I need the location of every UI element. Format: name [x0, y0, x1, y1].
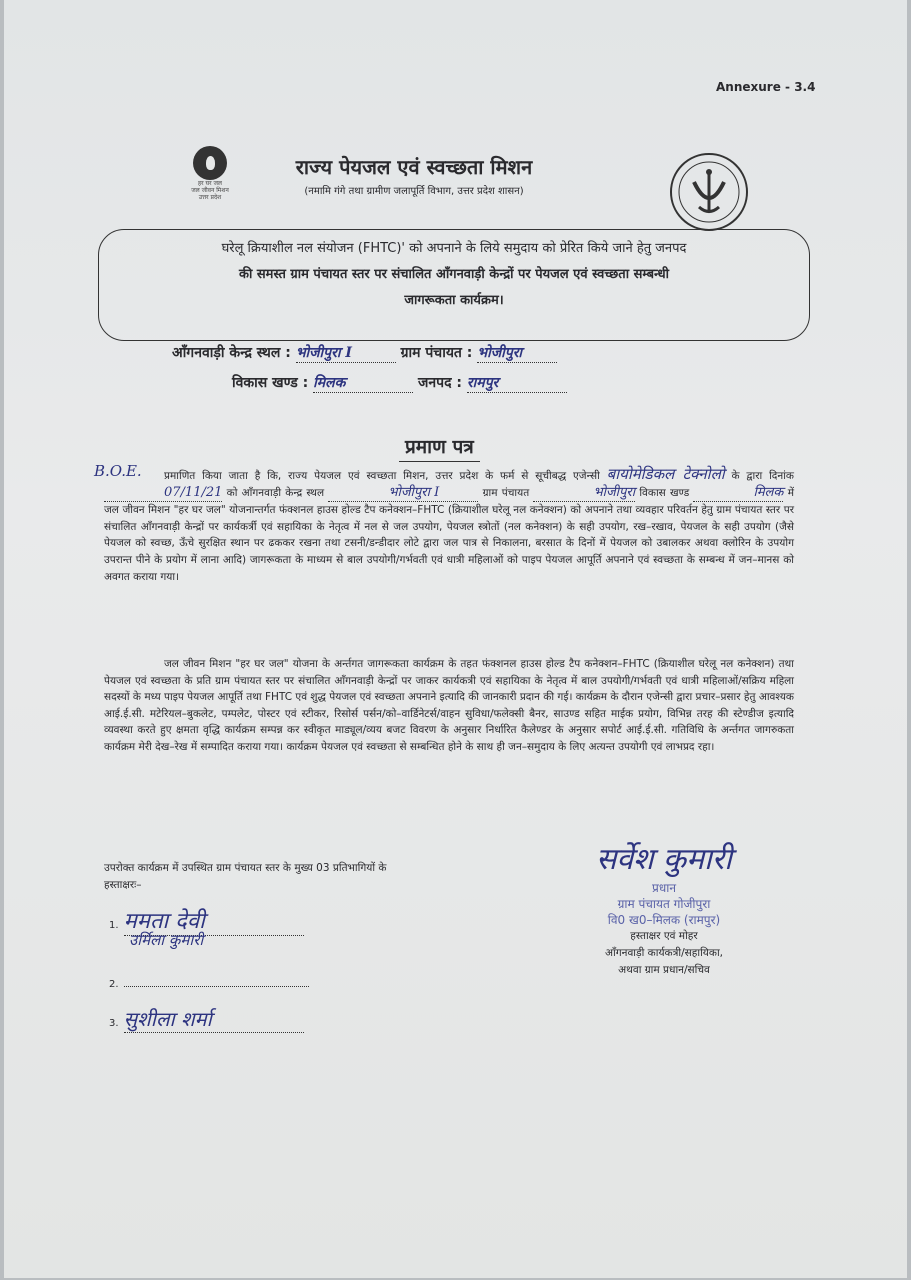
para1-text-d: ग्राम [482, 486, 498, 499]
banner-line-3: जागरूकता कार्यक्रम। [404, 293, 504, 308]
annexure-label: Annexure - 3.4 [716, 80, 816, 94]
panchayat-value: भोजीपुरा [477, 343, 557, 363]
para1-text-g: में जल जीवन मिशन "हर घर जल" योजनान्तर्गत फंक्शनल [104, 486, 794, 517]
up-government-emblem-icon [669, 152, 749, 232]
para1-text-a: प्रमाणित किया जाता है कि, राज्य पेयजल एवं स्वच्छता मिशन, उत्तर प्रदेश के फर्म से सूचीबद्ध एजेन्सी [164, 470, 600, 482]
participants-sign-label: हस्ताक्षरः– [104, 879, 142, 891]
seal-line-1: प्रधान [652, 881, 676, 895]
participants-intro-text: उपरोक्त कार्यक्रम में उपस्थित ग्राम पंचायत स्तर के मुख्य 03 प्रतिभागियों के [104, 862, 387, 874]
centre-value: भोजीपुरा I [296, 343, 396, 363]
water-tap-icon [193, 146, 227, 180]
para1-text-rest: हाउस होल्ड टैप कनेक्शन–FHTC (क्रियाशील घरेलू नल कनेक्शन) को अपनाने तथा व्यवहार परिवर्तन हेतु ग्राम पंचायत स्तर पर संचालित आँगनवाड़ी केन्द्रों पर कार्यकर्त्री एवं सहायिका के नेतृत्व में नल से जल उपयोग, पेयजल स्त्रोतों (नल कनेक्शन) के सही उपयोग, रख–रखाव, पेयजल के सही उपयोग (जैसे पेयजल को स्वच्छ, ऊँचे सुरक्षित स्थान पर ढककर रखना तथा टसनी/डन्डीदार लोटे द्वारा जल पात्र से निकालना, बरसात के दिनों में पेयजल को उबालकर अथवा क्लोरिन के उपयोग उपरान्त पीने के प्रयोग में लाना आदि) जागरूकता के माध्यम से बाल उपयोगी/गर्भवती एवं धात्री महिलाओं को पाइप पेयजल आपूर्ति अपनाने एवं स्वच्छता के सम्बन्ध में जन–मानस को अवगत कराया गया। [104, 504, 795, 583]
para1-block: मिलक [693, 485, 783, 503]
para1-text-c: को आँगनवाड़ी केन्द्र स्थल [226, 486, 325, 499]
para1-text-b: के द्वारा दिनांक [731, 470, 794, 482]
district-value: रामपुर [467, 373, 567, 393]
block-value: मिलक [313, 373, 413, 393]
har-ghar-jal-logo [186, 146, 234, 201]
signatory-caption-1: हस्ताक्षर एवं मोहर [630, 930, 698, 942]
participant-1-signature-2: उर्मिला कुमारी [129, 931, 204, 949]
certificate-paragraph-1 [104, 466, 794, 585]
program-banner [98, 229, 810, 341]
participants-intro [104, 860, 524, 894]
participant-1 [109, 905, 309, 950]
mission-subtitle: (नमामि गंगे तथा ग्रामीण जलापूर्ति विभाग, उत्तर प्रदेश शासन) [304, 186, 524, 197]
agency-name: बायोमेडिकल टेक्नोलो [606, 465, 725, 483]
centre-field-row [172, 343, 557, 363]
signatory-block [559, 840, 769, 979]
block-field-row [232, 373, 567, 393]
logo-caption-1: हर घर जल [198, 180, 222, 187]
para1-centre: भोजीपुरा I [328, 485, 478, 503]
participant-2-signature [124, 974, 309, 987]
program-date: 07/11/21 [104, 485, 222, 503]
seal-line-3: वि0 ख0–मिलक (रामपुर) [607, 913, 721, 927]
banner-line-2: की समस्त ग्राम पंचायत स्तर पर संचालित आँगनवाड़ी केन्द्रों पर पेयजल एवं स्वच्छता सम्बन्धी [239, 267, 669, 282]
participant-3-number: 3. [109, 1018, 119, 1029]
block-label: विकास खण्ड : [232, 375, 309, 391]
district-label: जनपद : [417, 375, 462, 391]
participant-3 [109, 1005, 309, 1033]
participant-2 [109, 972, 309, 991]
para1-text-e: पंचायत [501, 486, 530, 499]
pradhan-signature: सर्वेश कुमारी [596, 842, 732, 877]
logo-caption-2: जल जीवन मिशन [191, 187, 229, 194]
certificate-heading: प्रमाण पत्र [399, 433, 480, 462]
mission-title-block [244, 153, 584, 197]
participant-1-number: 1. [109, 920, 119, 931]
participant-1-signature: ममता देवी [124, 905, 304, 936]
para1-panchayat: भोजीपुरा [533, 485, 635, 503]
signatory-caption-3: अथवा ग्राम प्रधान/सचिव [618, 964, 710, 976]
certificate-paragraph-2: जल जीवन मिशन "हर घर जल" योजना के अर्न्तगत जागरूकता कार्यक्रम के तहत फंक्शनल हाउस होल्ड टैप कनेक्शन–FHTC (क्रियाशील घरेलू नल कनेक्शन) तथा पेयजल एवं स्वच्छता के प्रति ग्राम पंचायत स्तर पर संचालित आँगनवाड़ी केन्द्रों पर जाकर कार्यकत्री एवं सहायिका के नेतृत्व में बाल उपयोगी/गर्भवती एवं धात्री महिलाओं/सक्रिय महिला सदस्यों के मध्य पाइप पेयजल आपूर्ति तथा FHTC एवं शुद्ध पेयजल एवं स्वच्छता अपनाने इत्यादि की जानकारी प्रदान की गई। कार्यक्रम के दौरान एजेन्सी द्वारा प्रचार–प्रसार हेतु आवश्यक आई.ई.सी. मटेरियल–बुकलेट, पम्पलेट, पोस्टर एवं स्टीकर, रिसोर्स पर्सन/को–वार्डिनेटर्स/वाहन सुविधा/फलेक्सी बैनर, साउण्ड सहित माईक प्रयोग, विभिन्न तरह की स्टेण्डीज इत्यादि व्यवस्था करते हुए क्षमता वृद्धि कार्यक्रम सम्पन्न कर स्वीकृत माड्यूल/व्यय बजट विवरण के अनुसार निर्धारित कैलेण्डर के अनुसार सपोर्ट आई.ई.सी. गतिविधि के अर्न्तगत जागरुकता कार्यक्रम मेरी देख–रेख में सम्पादित कराया गया। कार्यक्रम पेयजल एवं स्वच्छता से सम्बन्धित होने के साथ ही जन–समुदाय के लिए अत्यन्त उपयोगी एवं लाभप्रद रहा। [104, 658, 794, 753]
participant-3-signature: सुशीला शर्मा [124, 1005, 304, 1033]
logo-caption-3: उत्तर प्रदेश [198, 194, 222, 201]
signatory-caption-2: आँगनवाड़ी कार्यकत्री/सहायिका, [604, 947, 724, 959]
centre-label: आँगनवाड़ी केन्द्र स्थल : [172, 345, 291, 361]
mission-title: राज्य पेयजल एवं स्वच्छता मिशन [295, 155, 533, 179]
banner-line-1: घरेलू क्रियाशील नल संयोजन (FHTC)' को अपनाने के लिये समुदाय को प्रेरित किये जाने हेतु जनपद [221, 241, 687, 256]
para1-text-f: विकास खण्ड [639, 486, 690, 499]
certificate-page [4, 0, 907, 1278]
handwritten-prefix: B.O.E. [94, 462, 142, 480]
panchayat-label: ग्राम पंचायत : [400, 345, 473, 361]
seal-line-2: ग्राम पंचायत गोजीपुरा [617, 897, 711, 911]
participant-2-number: 2. [109, 979, 119, 990]
